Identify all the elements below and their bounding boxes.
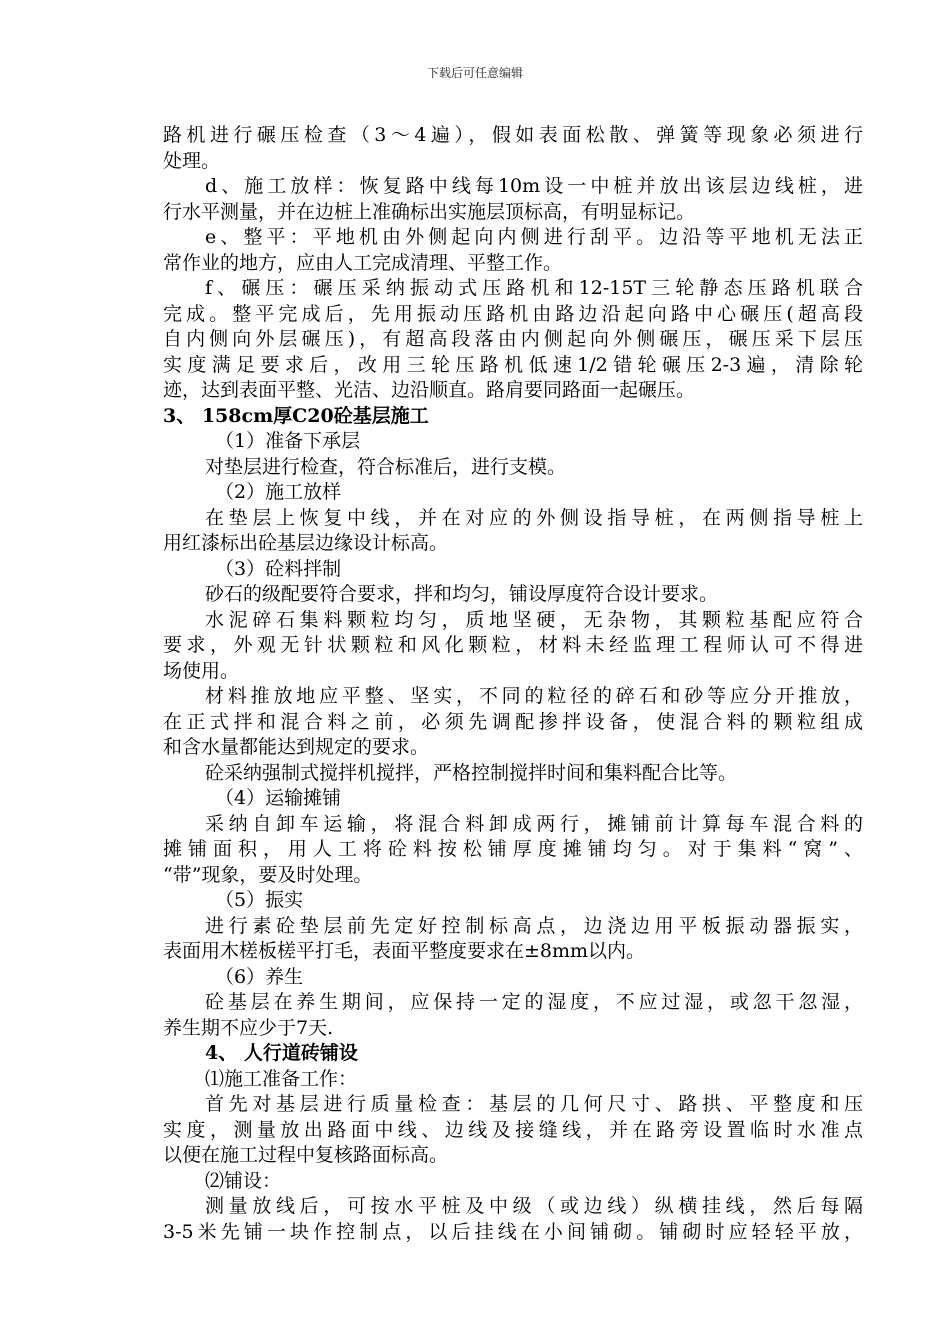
text-line: 自内侧向外层碾压)，有超高段落由内侧起向外侧碾压，碾压采下层压 <box>163 328 863 350</box>
text-line: 材料推放地应平整、坚实，不同的粒径的碎石和砂等应分开推放， <box>205 685 863 707</box>
text-line: d、施工放样：恢复路中线每10m设一中桩并放出该层边线桩，进 <box>205 175 863 197</box>
text-line: f、碾压：碾压采纳振动式压路机和12-15T三轮静态压路机联合 <box>205 277 863 299</box>
text-line: 实度，测量放出路面中线、边线及接缝线，并在路旁设置临时水准点 <box>163 1118 863 1141</box>
page-header: 下载后可任意编辑 <box>426 66 523 80</box>
text-line: 养生期不应少于7天. <box>163 1016 334 1039</box>
text-line: e、整平：平地机由外侧起向内侧进行刮平。边沿等平地机无法正 <box>205 226 863 248</box>
text-line: 和含水量都能达到规定的要求。 <box>163 736 430 758</box>
text-line: 在垫层上恢复中线，并在对应的外侧设指导桩，在两侧指导桩上 <box>205 506 863 529</box>
text-line: 处理。 <box>163 149 221 172</box>
text-line: 水泥碎石集料颗粒均匀，质地坚硬，无杂物，其颗粒基配应符合 <box>205 608 863 631</box>
text-line: 表面用木槎板槎平打毛，表面平整度要求在±8mm以内。 <box>163 940 646 962</box>
text-line: 实度满足要求后，改用三轮压路机低速1/2错轮碾压2-3遍，清除轮 <box>163 353 863 376</box>
text-line: “带”现象，要及时处理。 <box>163 863 373 886</box>
section-heading: 4、 人行道砖铺设 <box>205 1042 358 1064</box>
text-line: 进行素砼垫层前先定好控制标高点，边浇边用平板振动器振实， <box>205 914 863 937</box>
text-line: 要求，外观无针状颗粒和风化颗粒，材料未经监理工程师认可不得进 <box>163 634 863 656</box>
text-line: 路机进行碾压检查（3～4遍），假如表面松散、弹簧等现象必须进行 <box>163 124 863 146</box>
text-line: ⑴施工准备工作： <box>205 1067 358 1090</box>
text-line: 迹，达到表面平整、光洁、边沿顺直。路肩要同路面一起碾压。 <box>163 379 696 401</box>
text-line: 砼采纳强制式搅拌机搅拌，严格控制搅拌时间和集料配合比等。 <box>205 761 738 784</box>
text-line: 砂石的级配要符合要求，拌和均匀，铺设厚度符合设计要求。 <box>205 583 719 605</box>
text-line: 首先对基层进行质量检查：基层的几何尺寸、路拱、平整度和压 <box>205 1093 863 1115</box>
text-line: 采纳自卸车运输，将混合料卸成两行，摊铺前计算每车混合料的 <box>205 812 863 835</box>
text-line: （1）准备下承层 <box>215 430 361 452</box>
section-heading: 3、 158cm厚C20砼基层施工 <box>163 404 429 427</box>
text-line: 3-5米先铺一块作控制点，以后挂线在小间铺砌。铺砌时应轻轻平放， <box>163 1220 863 1243</box>
text-line: 常作业的地方，应由人工完成清理、平整工作。 <box>163 251 563 274</box>
text-line: 以便在施工过程中复核路面标高。 <box>163 1144 449 1166</box>
text-line: 在正式拌和混合料之前，必须先调配掺拌设备，使混合料的颗粒组成 <box>163 710 863 733</box>
text-line: 测量放线后，可按水平桩及中级（或边线）纵横挂线，然后每隔 <box>205 1195 863 1217</box>
text-line: 场使用。 <box>163 659 240 682</box>
text-line: 砼基层在养生期间，应保持一定的湿度，不应过湿，或忽干忽湿， <box>205 991 863 1013</box>
text-line: （2）施工放样 <box>215 481 342 503</box>
document-body <box>163 123 863 1245</box>
text-line: 行水平测量，并在边桩上准确标出实施层顶标高，有明显标记。 <box>163 200 696 223</box>
text-line: （5）振实 <box>215 889 304 911</box>
text-line: （4）运输摊铺 <box>215 787 342 809</box>
text-line: ⑵铺设： <box>205 1169 282 1192</box>
text-line: 完成。整平完成后，先用振动压路机由路边沿起向路中心碾压(超高段 <box>163 302 863 325</box>
text-line: 摊铺面积，用人工将砼料按松铺厚度摊铺均匀。对于集料“窝”、 <box>163 838 863 860</box>
text-line: 对垫层进行检查，符合标准后，进行支模。 <box>205 455 567 478</box>
text-line: 用红漆标出砼基层边缘设计标高。 <box>163 532 449 554</box>
text-line: （6）养生 <box>215 965 304 988</box>
text-line: （3）砼料拌制 <box>215 557 342 580</box>
